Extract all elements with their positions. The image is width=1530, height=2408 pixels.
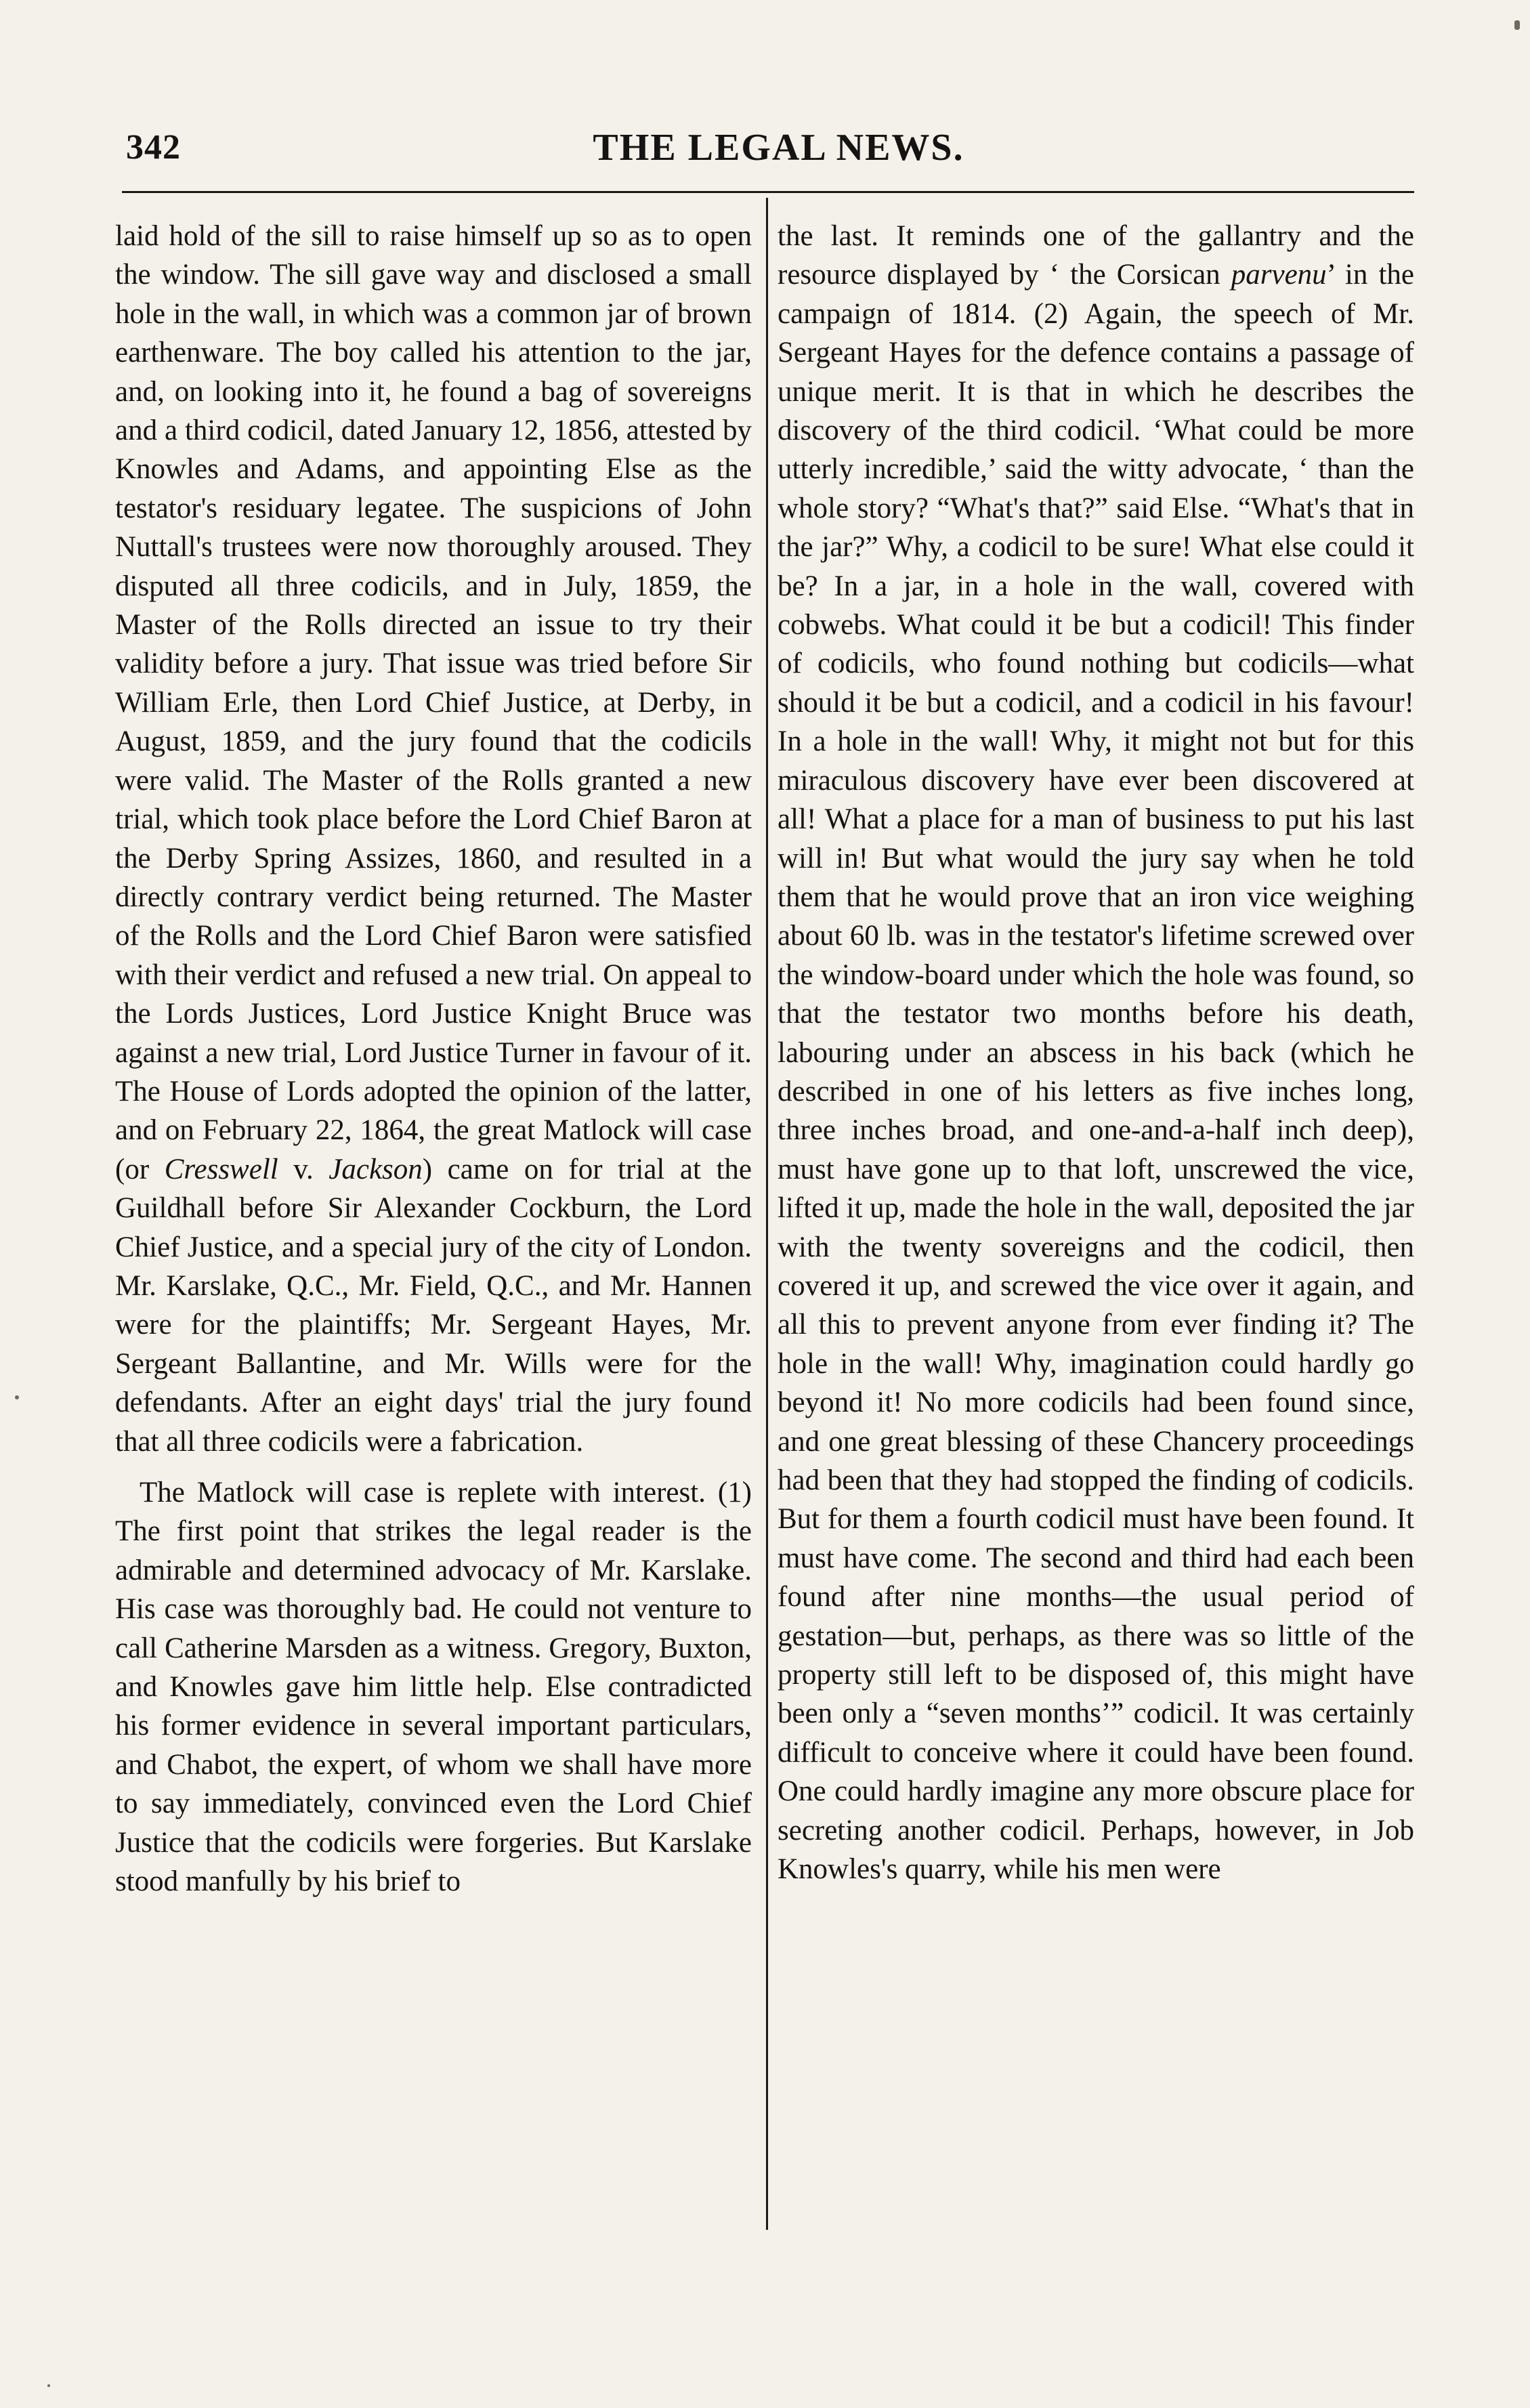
paragraph [115, 217, 752, 1461]
speck-mark [47, 2384, 50, 2387]
page-number: 342 [126, 128, 181, 167]
case-plaintiff: Cresswell [164, 1153, 278, 1185]
case-versus: v. [278, 1153, 329, 1185]
header-rule [122, 191, 1414, 193]
paragraph-text: The Matlock will case is replete with interest. (1) The first point that strikes the legal reader is the admirable and determined advocacy of Mr. Karslake. His case was thoroughly bad. He could not venture to call Catherine Marsden as a witness. Gregory, Buxton, and Knowles gave him little help. Else contradicted his former evidence in several important particulars, and Chabot, the expert, of whom we shall have more to say immediately, convinced even the Lord Chief Justice that the codicils were forgeries. But Karslake stood manfully by his brief to [115, 1477, 752, 1898]
paragraph [778, 217, 1414, 1888]
case-defendant: Jackson [328, 1153, 423, 1185]
edge-mark [1514, 20, 1520, 30]
paragraph-text: the last. It reminds one of the gallantry and the resource displayed by ‘ the Corsican [778, 220, 1414, 291]
italic-word: parvenu [1231, 259, 1327, 291]
paragraph-text: ) came on for trial at the Guildhall before Sir Alexander Cockburn, the Lord Chief Justice, and a special jury of the city of London. Mr. Karslake, Q.C., Mr. Field, Q.C., and Mr. Hannen were for the plaintiffs; Mr. Sergeant Hayes, Mr. Sergeant Ballantine, and Mr. Wills were for the defendants. After an eight days' trial the jury found that all three codicils were a fabrication. [115, 1153, 752, 1458]
left-column [115, 217, 752, 1901]
paragraph-text: laid hold of the sill to raise himself up so as to open the window. The sill gave way and disclosed a small hole in the wall, in which was a common jar of brown earthenware. The boy called his attention to the jar, and, on looking into it, he found a bag of sovereigns and a third codicil, dated January 12, 1856, attested by Knowles and Adams, and appointing Else as the testator's residuary legatee. The suspicions of John Nuttall's trustees were now thoroughly aroused. They disputed all three codicils, and in July, 1859, the Master of the Rolls directed an issue to try their validity before a jury. That issue was tried before Sir William Erle, then Lord Chief Justice, at Derby, in August, 1859, and the jury found that the codicils were valid. The Master of the Rolls granted a new trial, which took place before the Lord Chief Baron at the Derby Spring Assizes, 1860, and resulted in a directly contrary verdict being returned. The Master of the Rolls and the Lord Chief Baron were satisfied with their verdict and refused a new trial. On appeal to the Lords Justices, Lord Justice Knight Bruce was against a new trial, Lord Justice Turner in favour of it. The House of Lords adopted the opinion of the latter, and on February 22, 1864, the great Matlock will case (or [115, 220, 752, 1185]
paragraph [115, 1473, 752, 1901]
column-divider [766, 198, 768, 2230]
right-column [778, 217, 1414, 1888]
running-head: THE LEGAL NEWS. [593, 127, 964, 169]
speck-mark [15, 1395, 19, 1399]
paragraph-text: ’ in the campaign of 1814. (2) Again, the speech of Mr. Sergeant Hayes for the defence contains a passage of unique merit. It is that in which he describes the discovery of the third codicil. ‘What could be more utterly incredible,’ said the witty advocate, ‘ than the whole story? “What's that?” said Else. “What's that in the jar?” Why, a codicil to be sure! What else could it be? In a jar, in a hole in the wall, covered with cobwebs. What could it be but a codicil! This finder of codicils, who found nothing but codicils—what should it be but a codicil, and a codicil in his favour! In a hole in the wall! Why, it might not but for this miraculous discovery have ever been discovered at all! What a place for a man of business to put his last will in! But what would the jury say when he told them that he would prove that an iron vice weighing about 60 lb. was in the testator's lifetime screwed over the window-board under which the hole was found, so that the testator two months before his death, labouring under an abscess in his back (which he described in one of his letters as five inches long, three inches broad, and one-and-a-half inch deep), must have gone up to that loft, unscrewed the vice, lifted it up, made the hole in the wall, deposited the jar with the twenty sovereigns and the codicil, then covered it up, and screwed the vice over it again, and all this to prevent anyone from ever finding it? The hole in the wall! Why, imagination could hardly go beyond it! No more codicils had been found since, and one great blessing of these Chancery proceedings had been that they had stopped the finding of codicils. But for them a fourth codicil must have been found. It must have come. The second and third had each been found after nine months—the usual period of gestation—but, perhaps, as there was so little of the property still left to be disposed of, this might have been only a “seven months’” codicil. It was certainly difficult to conceive where it could have been found. One could hardly imagine any more obscure place for secreting another codicil. Perhaps, however, in Job Knowles's quarry, while his men were [778, 259, 1414, 1886]
